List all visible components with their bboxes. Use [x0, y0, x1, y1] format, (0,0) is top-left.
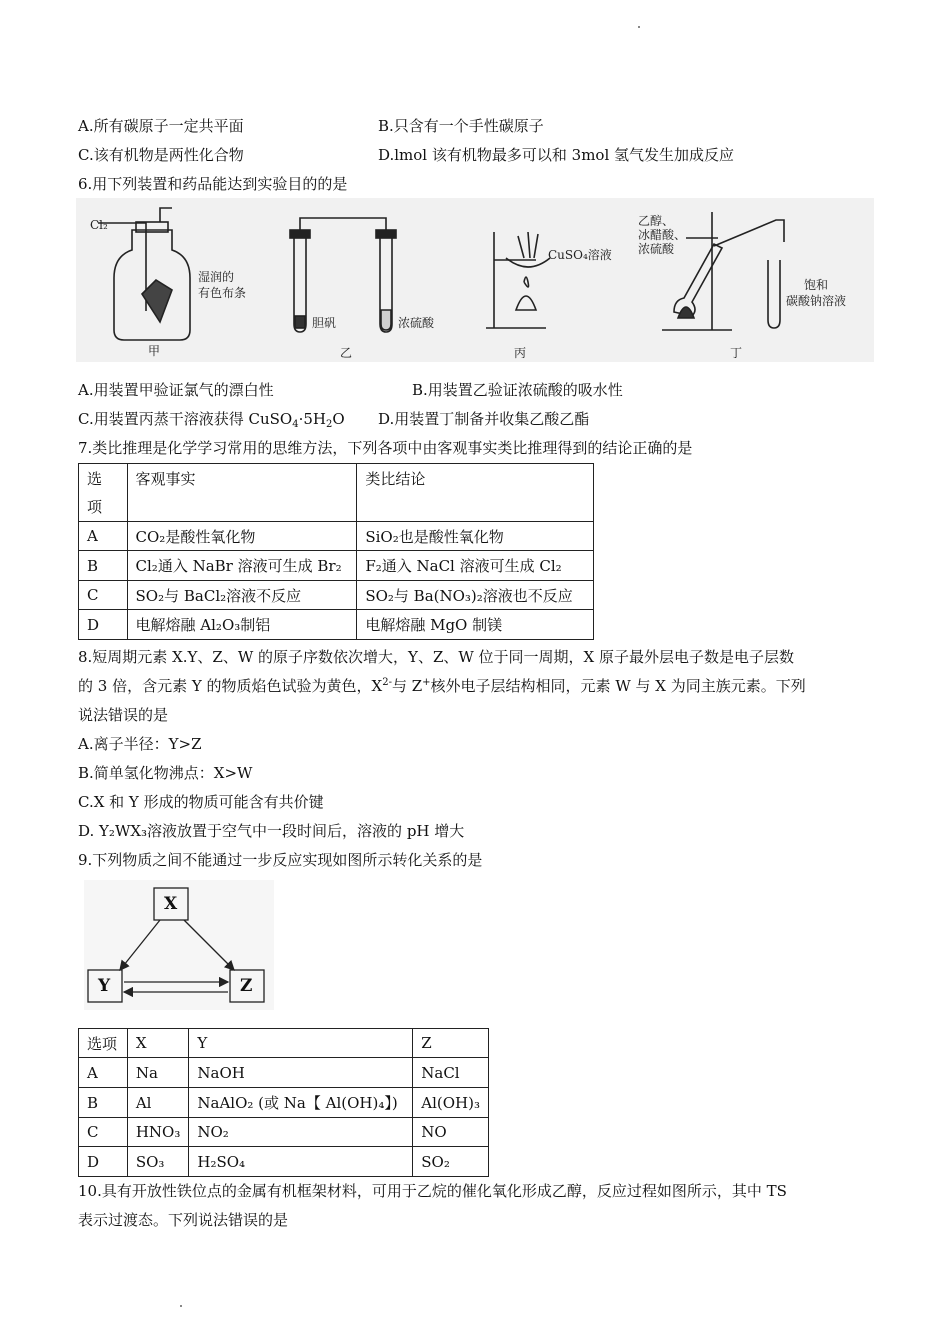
table-row [79, 1088, 489, 1118]
table-row [79, 522, 594, 551]
table-row [79, 581, 594, 610]
header-z: Z [413, 1029, 489, 1058]
label-reagent-3: 浓硫酸 [638, 242, 675, 256]
reaction-tube [674, 244, 722, 316]
alcohol-lamp [516, 296, 536, 310]
table-row [79, 1058, 489, 1088]
cell-y: NaAlO₂ (或 Na【 Al(OH)₄】) [189, 1088, 413, 1118]
stopper-left [290, 230, 310, 238]
label-jia: 甲 [148, 344, 161, 358]
label-cl2: Cl₂ [90, 218, 108, 232]
label-danfan: 胆矾 [312, 316, 337, 330]
q6-apparatus-figure [76, 198, 874, 362]
label-bing: 丙 [514, 346, 527, 360]
connecting-tube [300, 218, 386, 230]
cell-z: NO [413, 1118, 489, 1147]
q8-line-2: 的 3 倍，含元素 Y 的物质焰色试验为黄色，$X^{2-}$与 Z+核外电子层结构相同，元素 W 与 X 为同主族元素。下列 [78, 677, 806, 695]
cell-conclusion: SO₂与 Ba(NO₃)₂溶液也不反应 [357, 581, 594, 610]
q8-option-d: D. Y₂WX₃溶液放置于空气中一段时间后，溶液的 pH 增大 [78, 822, 465, 840]
cell-x: SO₃ [127, 1147, 189, 1177]
q5-option-b: B.只含有一个手性碳原子 [378, 117, 544, 135]
cell-y: NaOH [189, 1058, 413, 1088]
iron-stand [486, 232, 546, 328]
cell-fact: Cl₂通入 NaBr 溶液可生成 Br₂ [127, 551, 357, 581]
q5-option-d: D.lmol 该有机物最多可以和 3mol 氢气发生加成反应 [378, 146, 735, 164]
header-fact: 客观事实 [127, 464, 357, 522]
label-sat-1: 饱和 [804, 278, 829, 292]
q10-line-1: 10.具有开放性铁位点的金属有机框架材料，可用于乙烷的催化氧化形成乙醇，反应过程如图所示，其中 TS [78, 1182, 787, 1200]
arrow-x-to-z [184, 920, 234, 970]
table-row [79, 1118, 489, 1147]
cell-x: Al [127, 1088, 189, 1118]
table-row [79, 610, 594, 640]
cell-fact: 电解熔融 Al₂O₃制铝 [127, 610, 357, 640]
label-z: Z [240, 976, 253, 996]
q5-option-c: C.该有机物是两性化合物 [78, 146, 244, 164]
flame [524, 277, 529, 287]
q8-line-1: 8.短周期元素 X.Y、Z、W 的原子序数依次增大，Y、Z、W 位于同一周期，X 原子最外层电子数是电子层数 [78, 648, 794, 666]
q8-option-c: C.X 和 Y 形成的物质可能含有共价键 [78, 793, 324, 811]
cell-fact: CO₂是酸性氧化物 [127, 522, 357, 551]
cell-fact: SO₂与 BaCl₂溶液不反应 [127, 581, 357, 610]
apparatus-drawing [76, 198, 874, 362]
q6-option-c: C.用装置丙蒸干溶液获得 $CuSO_4\cdot 5H_2O$ [78, 410, 345, 430]
cell-y: NO₂ [189, 1118, 413, 1147]
cell-option: B [79, 1088, 128, 1118]
scan-dot [638, 26, 640, 28]
cell-option: B [79, 551, 128, 581]
table-row [79, 1147, 489, 1177]
cell-option: C [79, 1118, 128, 1147]
table-header-row [79, 464, 594, 522]
label-cloth: 有色布条 [198, 286, 247, 300]
q6-option-d: D.用装置丁制备并收集乙酸乙酯 [378, 410, 590, 428]
q9-stem: 9.下列物质之间不能通过一步反应实现如图所示转化关系的是 [78, 851, 483, 869]
label-conc-acid: 浓硫酸 [398, 316, 435, 330]
acid-liquid [381, 310, 391, 330]
danfan-crystals [295, 316, 305, 328]
header-conclusion: 类比结论 [357, 464, 594, 522]
q8-line-3: 说法错误的是 [78, 706, 169, 724]
label-yi: 乙 [340, 346, 353, 360]
q10-line-2: 表示过渡态。下列说法错误的是 [78, 1211, 289, 1229]
cell-option: C [79, 581, 128, 610]
label-sat-2: 碳酸钠溶液 [786, 294, 847, 308]
q7-stem: 7.类比推理是化学学习常用的思维方法，下列各项中由客观事实类比推理得到的结论正确的是 [78, 439, 693, 457]
table-row [79, 551, 594, 581]
collecting-tube [768, 260, 780, 328]
cell-option: D [79, 1147, 128, 1177]
q5-option-a: A.所有碳原子一定共平面 [78, 117, 244, 135]
label-reagent-2: 冰醋酸、 [638, 228, 687, 242]
q6-stem: 6.用下列装置和药品能达到实验目的的是 [78, 175, 348, 193]
cell-option: A [79, 522, 128, 551]
label-cuso4: CuSO₄溶液 [548, 248, 612, 262]
q6-option-b: B.用装置乙验证浓硫酸的吸水性 [412, 381, 623, 399]
glass-rod [518, 232, 538, 258]
cell-option: D [79, 610, 128, 640]
label-wet: 湿润的 [198, 270, 235, 284]
scan-dot [180, 1305, 182, 1307]
cell-conclusion: 电解熔融 MgO 制镁 [357, 610, 594, 640]
cell-y: H₂SO₄ [189, 1147, 413, 1177]
inlet-tube [98, 223, 146, 311]
stopper-right [376, 230, 396, 238]
q9-conversion-diagram [84, 880, 274, 1010]
cell-option: A [79, 1058, 128, 1088]
arrow-x-to-y [120, 920, 160, 970]
cell-x: Na [127, 1058, 189, 1088]
header-option: 选 项 [79, 464, 128, 522]
table-header-row [79, 1029, 489, 1058]
label-ding: 丁 [730, 346, 743, 360]
header-x: X [127, 1029, 189, 1058]
q8-option-a: A.离子半径：Y>Z [78, 735, 202, 753]
q8-option-b: B.简单氢化物沸点：X>W [78, 764, 253, 782]
cell-conclusion: F₂通入 NaCl 溶液可生成 Cl₂ [357, 551, 594, 581]
header-y: Y [189, 1029, 413, 1058]
outlet-tube [160, 208, 172, 222]
label-x: X [164, 894, 178, 914]
cell-conclusion: SiO₂也是酸性氧化物 [357, 522, 594, 551]
q9-table [78, 1028, 489, 1177]
header-option: 选项 [79, 1029, 128, 1058]
cell-z: NaCl [413, 1058, 489, 1088]
delivery-tube [714, 220, 784, 246]
cell-z: SO₂ [413, 1147, 489, 1177]
cell-z: Al(OH)₃ [413, 1088, 489, 1118]
label-y: Y [98, 976, 111, 996]
label-reagent-1: 乙醇、 [638, 214, 675, 228]
alcohol-lamp-2 [678, 307, 694, 318]
cell-x: HNO₃ [127, 1118, 189, 1147]
q7-table [78, 463, 594, 640]
q6-option-a: A.用装置甲验证氯气的漂白性 [78, 381, 274, 399]
